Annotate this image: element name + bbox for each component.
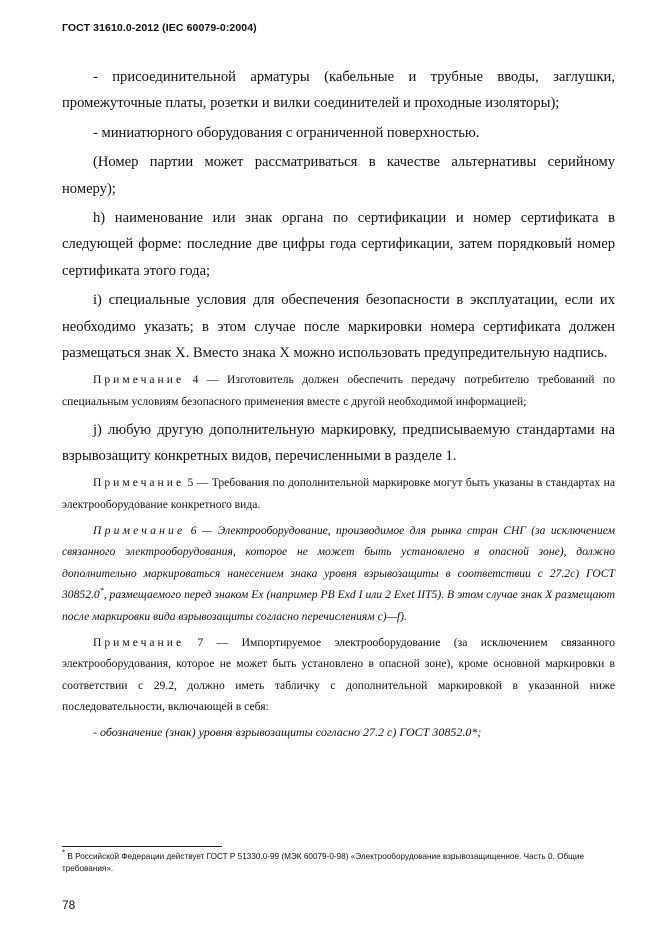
footnote-reference: * [99,586,104,596]
note-7-list-item: - обозначение (знак) уровня взрывозащиты согласно 27.2 с) ГОСТ 30852.0*; [93,725,482,739]
paragraph-miniature-equipment: - миниатюрного оборудования с ограниченной поверхностью. [93,124,480,141]
note-text: 5 — Требования по дополнительной маркировке могут быть указаны в стандартах на электрооборудование конкретного вида. [62,476,615,512]
note-label: Примечание [93,635,185,649]
footnote-text: В Российской Федерации действует ГОСТ Р 51330.0-99 (МЭК 60079-0-98) «Электрооборудование взрывозащищенное. Часть 0. Общие требования». [62,852,584,873]
note-text: 4 — Изготовитель должен обеспечить передачу потребителю требований по специальным условиям безопасного применения вместе с другой необходимой информацией; [62,373,615,409]
note-6 [62,520,615,628]
page-number: 78 [62,898,76,912]
page-body [62,64,615,748]
note-4 [62,369,615,412]
note-text: 7 — Импортируемое электрооборудование (за исключением связанного электрооборудования, которое не может быть установлено в опасной зоне), кроме основной маркировки в соответствии с 29.2, должно иметь табличку с дополнительной маркировкой в указанной ниже последовательности, включающей в себя: [62,635,615,714]
note-label: Примечание [93,476,185,490]
footnote [62,848,615,875]
footnote-mark: * [62,848,66,858]
paragraph-item-j: j) любую другую дополнительную маркировку, предписываемую стандартами на взрывозащиту конкретных видов, перечисленными в разделе 1. [62,421,615,465]
paragraph-item-i: i) специальные условия для обеспечения безопасности в эксплуатации, если их необходимо указать; в этом случае после маркировки номера сертификата должен размещаться знак X. Вместо знака X можно использовать предупредительную надпись. [62,292,615,362]
document-header: ГОСТ 31610.0-2012 (IEC 60079-0:2004) [62,22,257,34]
note-label: Примечание [93,373,185,387]
footnote-divider [62,846,222,847]
note-7 [62,632,615,718]
note-5 [62,472,615,515]
note-label: Примечание [93,523,186,537]
paragraph-connection-fittings: - присоединительной арматуры (кабельные и трубные вводы, заглушки, промежуточные платы, розетки и вилки соединителей и проходные изоляторы); [62,69,615,112]
paragraph-batch-number: (Номер партии может рассматриваться в качестве альтернативы серийному номеру); [62,154,615,197]
note-text: 6 — Электрооборудование, производимое для рынка стран СНГ (за исключением связанного электрооборудования, которое не может быть установлено в опасной зоне), должно дополнительно маркироваться нанесением знака уровня взрывозащиты в соответствии с 27.2с) ГОСТ 30852.0 [62,523,615,602]
paragraph-item-h: h) наименование или знак органа по сертификации и номер сертификата в следующей форме: последние две цифры года сертификации, затем порядковый номер сертификата этого года; [62,210,615,279]
note-text-continued: , размещаемого перед знаком Ex (например PB Exd I или 2 Exеt IIT5). В этом случае знак X размещают после маркировки вида взрывозащиты согласно перечислениям с)—f). [62,588,615,624]
